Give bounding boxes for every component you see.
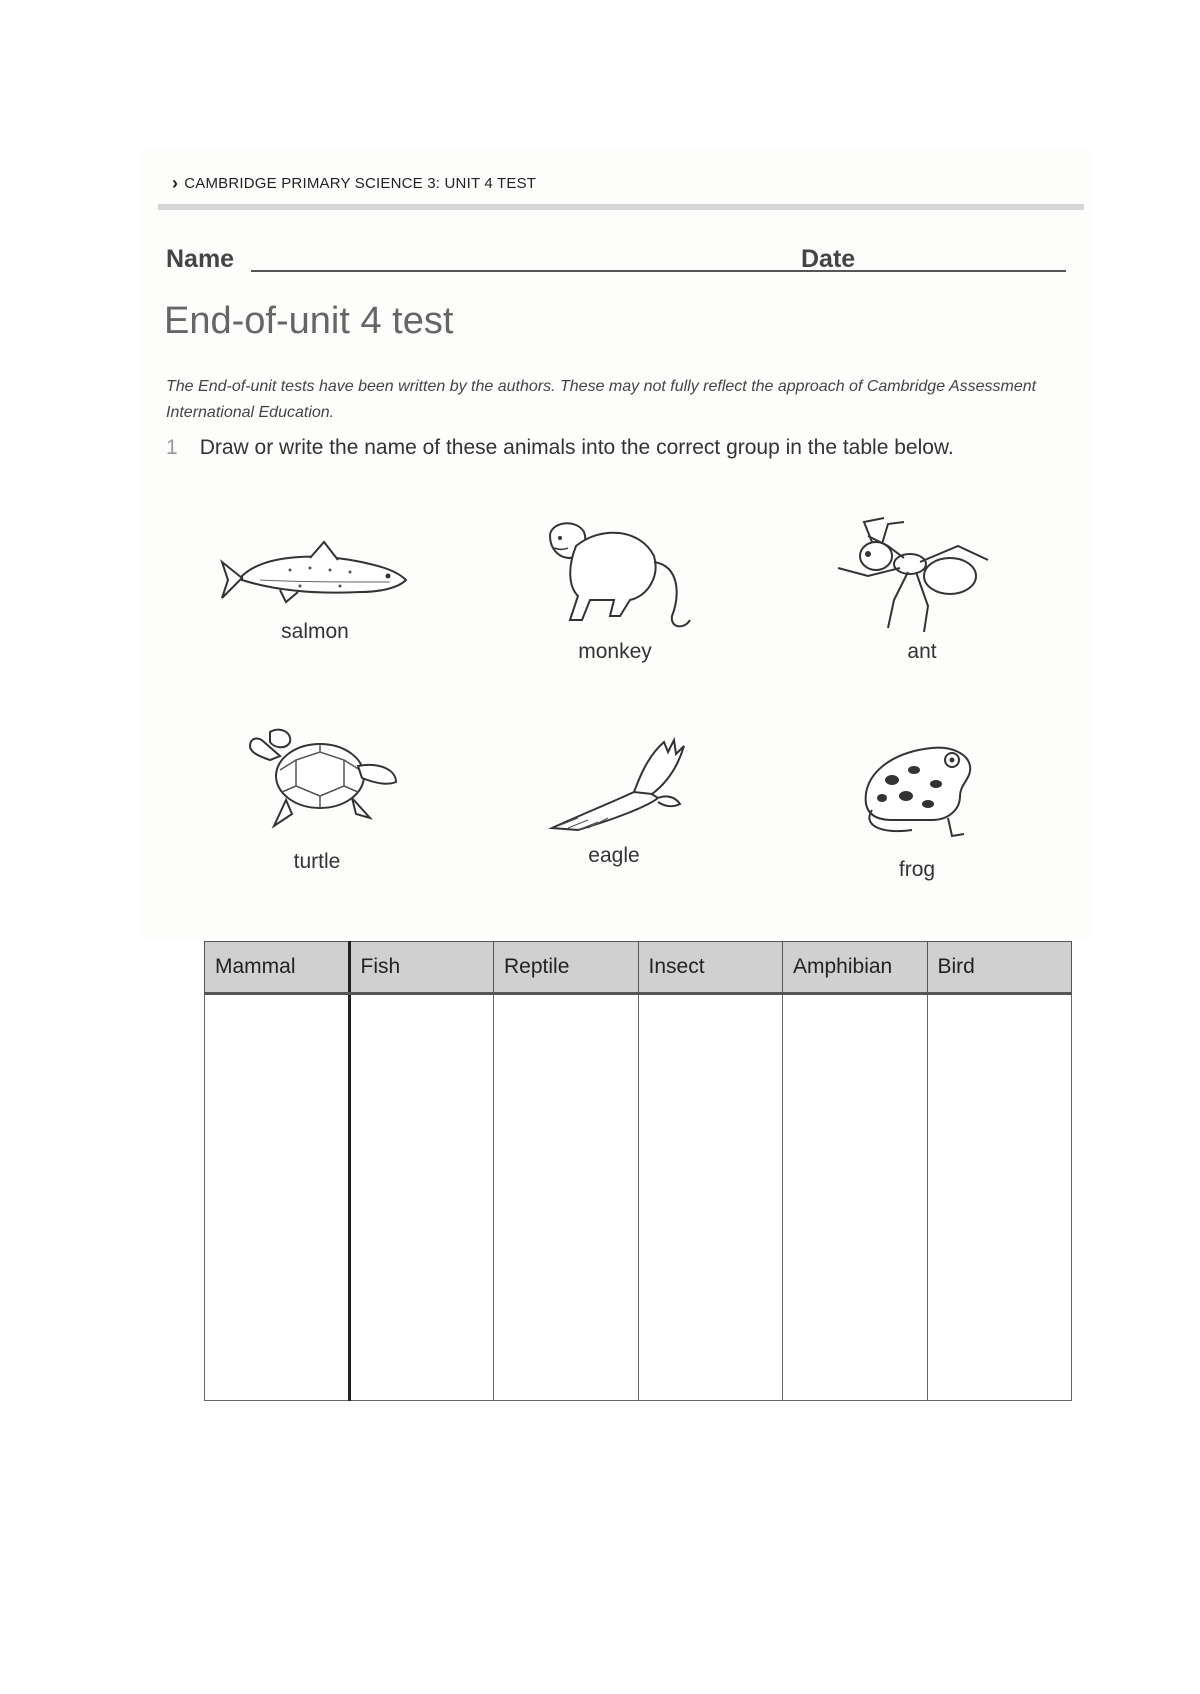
column-header-fish: Fish [349,942,494,994]
column-header-amphibian: Amphibian [783,942,928,994]
page-title: End-of-unit 4 test [164,300,454,342]
column-header-bird: Bird [927,942,1072,994]
turtle-icon [240,726,400,836]
table-answer-row [205,994,1072,1401]
eagle-icon [548,736,688,836]
animal-label-turtle: turtle [293,850,341,873]
table-header-row [205,942,1072,994]
name-label: Name [166,245,235,273]
date-field[interactable] [868,270,1066,272]
animal-label-salmon: salmon [281,620,349,643]
fish-icon [220,536,410,606]
column-header-insect: Insect [638,942,783,994]
question-text: Draw or write the name of these animals into the correct group in the table below. [199,436,954,459]
frog-icon [852,734,982,844]
animal-label-frog: frog [898,858,936,881]
answer-cell-amphibian[interactable] [783,994,928,1401]
header-divider [158,204,1084,210]
column-header-reptile: Reptile [494,942,639,994]
answer-cell-insect[interactable] [638,994,783,1401]
answer-cell-mammal[interactable] [205,994,350,1401]
animal-groups-table [204,941,1072,1401]
animal-label-ant: ant [907,640,937,663]
header-text: CAMBRIDGE PRIMARY SCIENCE 3: UNIT 4 TEST [184,174,537,192]
header [172,172,536,194]
column-header-mammal: Mammal [205,942,350,994]
animal-label-eagle: eagle [588,844,640,867]
ant-icon [828,516,998,636]
answer-cell-fish[interactable] [349,994,494,1401]
answer-cell-bird[interactable] [927,994,1072,1401]
question-1 [166,436,1086,460]
chevron-right-icon: › [172,173,179,193]
disclaimer: The End-of-unit tests have been written by the authors. These may not fully reflect the approach of Cambridge Assessment International Education. [166,378,1037,421]
animal-label-monkey: monkey [578,640,652,663]
monkey-icon [530,516,700,636]
answer-cell-reptile[interactable] [494,994,639,1401]
name-date-row [166,240,1066,280]
question-number: 1 [166,436,178,459]
date-label: Date [801,245,856,273]
